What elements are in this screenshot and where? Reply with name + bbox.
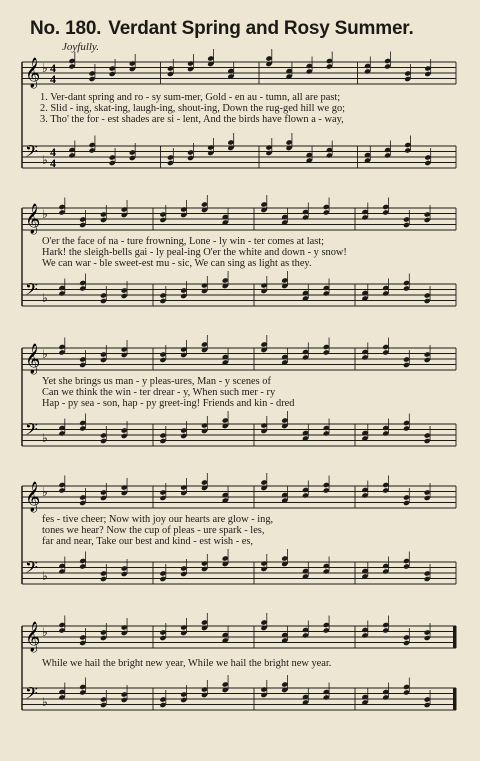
lyric-line: We can war - ble sweet-est mu - sic, We can sing as light as they. <box>42 258 312 269</box>
lyric-line: Can we think the win - ter drear - y, When such mer - ry <box>42 387 276 398</box>
treble-staff <box>22 473 456 513</box>
lyric-line: fes - tive cheer; Now with joy our hearts are glow - ing, <box>42 514 274 525</box>
lyric-line: 1. Ver-dant spring and ro - sy sum-mer, Gold - en au - tumn, all are past; <box>40 92 341 103</box>
flat-key-signature-icon: ♭ <box>42 485 48 499</box>
flat-key-signature-icon: ♭ <box>42 347 48 361</box>
time-signature-bottom: 4 <box>50 72 56 86</box>
music-system <box>22 340 456 475</box>
music-system <box>22 50 456 200</box>
treble-staff <box>22 195 456 235</box>
lyric-line: O'er the face of na - ture frowning, Lone - ly win - ter comes at last; <box>42 236 325 247</box>
flat-key-signature-icon: ♭ <box>42 569 48 583</box>
bass-staff <box>22 133 456 170</box>
music-system <box>22 478 456 613</box>
bass-staff <box>22 549 456 584</box>
staff-svg <box>22 618 456 738</box>
hymn-title <box>30 18 470 40</box>
flat-key-signature-icon: ♭ <box>42 695 48 709</box>
treble-clef-icon: 𝄞 <box>25 344 41 374</box>
lyric-line: Hap - py sea - son, hap - py greet-ing! Friends and kin - dred <box>42 398 295 409</box>
lyrics-block <box>22 658 456 671</box>
bass-clef-icon: 𝄢 <box>25 279 38 303</box>
flat-key-signature-icon: ♭ <box>42 625 48 639</box>
bass-staff <box>22 411 456 446</box>
tempo-marking: Joyfully. <box>62 41 99 53</box>
music-system <box>22 200 456 335</box>
lyrics-block <box>22 236 456 275</box>
bass-clef-icon: 𝄢 <box>25 419 38 443</box>
time-signature-top: 4 <box>50 145 56 159</box>
lyric-line: 3. Tho' the for - est shades are si - lent, And the birds have flown a - way, <box>40 114 344 125</box>
time-signature-bottom: 4 <box>50 156 56 170</box>
treble-staff <box>22 335 456 375</box>
lyrics-block <box>22 92 456 131</box>
treble-clef-icon: 𝄞 <box>25 58 41 88</box>
treble-clef-icon: 𝄞 <box>25 204 41 234</box>
bass-clef-icon: 𝄢 <box>25 557 38 581</box>
treble-staff <box>22 49 456 89</box>
flat-key-signature-icon: ♭ <box>42 61 48 75</box>
treble-staff <box>22 613 456 653</box>
lyric-line: Hark! the sleigh-bells gai - ly peal-ing O'er the white and down - y snow! <box>42 247 347 258</box>
treble-clef-icon: 𝄞 <box>25 482 41 512</box>
flat-key-signature-icon: ♭ <box>42 207 48 221</box>
lyrics-block <box>22 376 456 415</box>
bass-staff <box>22 271 456 306</box>
lyric-line: far and near, Take our best and kind - est wish - es, <box>42 536 254 547</box>
hymn-number: No. 180. <box>30 18 102 39</box>
flat-key-signature-icon: ♭ <box>42 291 48 305</box>
lyrics-block <box>22 514 456 553</box>
music-system <box>22 618 456 738</box>
flat-key-signature-icon: ♭ <box>42 153 48 167</box>
lyric-line: 2. Slid - ing, skat-ing, laugh-ing, shout-ing, Down the rug-ged hill we go; <box>40 103 346 114</box>
time-signature-top: 4 <box>50 61 56 75</box>
bass-staff <box>22 675 456 710</box>
bass-clef-icon: 𝄢 <box>25 141 38 165</box>
bass-clef-icon: 𝄢 <box>25 683 38 707</box>
treble-clef-icon: 𝄞 <box>25 622 41 652</box>
flat-key-signature-icon: ♭ <box>42 431 48 445</box>
lyric-line: tones we hear? Now the cup of pleas - ure spark - les, <box>42 525 265 536</box>
hymn-title-text: Verdant Spring and Rosy Summer. <box>108 18 414 39</box>
lyric-line: While we hail the bright new year, While we hail the bright new year. <box>42 658 332 669</box>
lyric-line: Yet she brings us man - y pleas-ures, Man - y scenes of <box>42 376 271 387</box>
